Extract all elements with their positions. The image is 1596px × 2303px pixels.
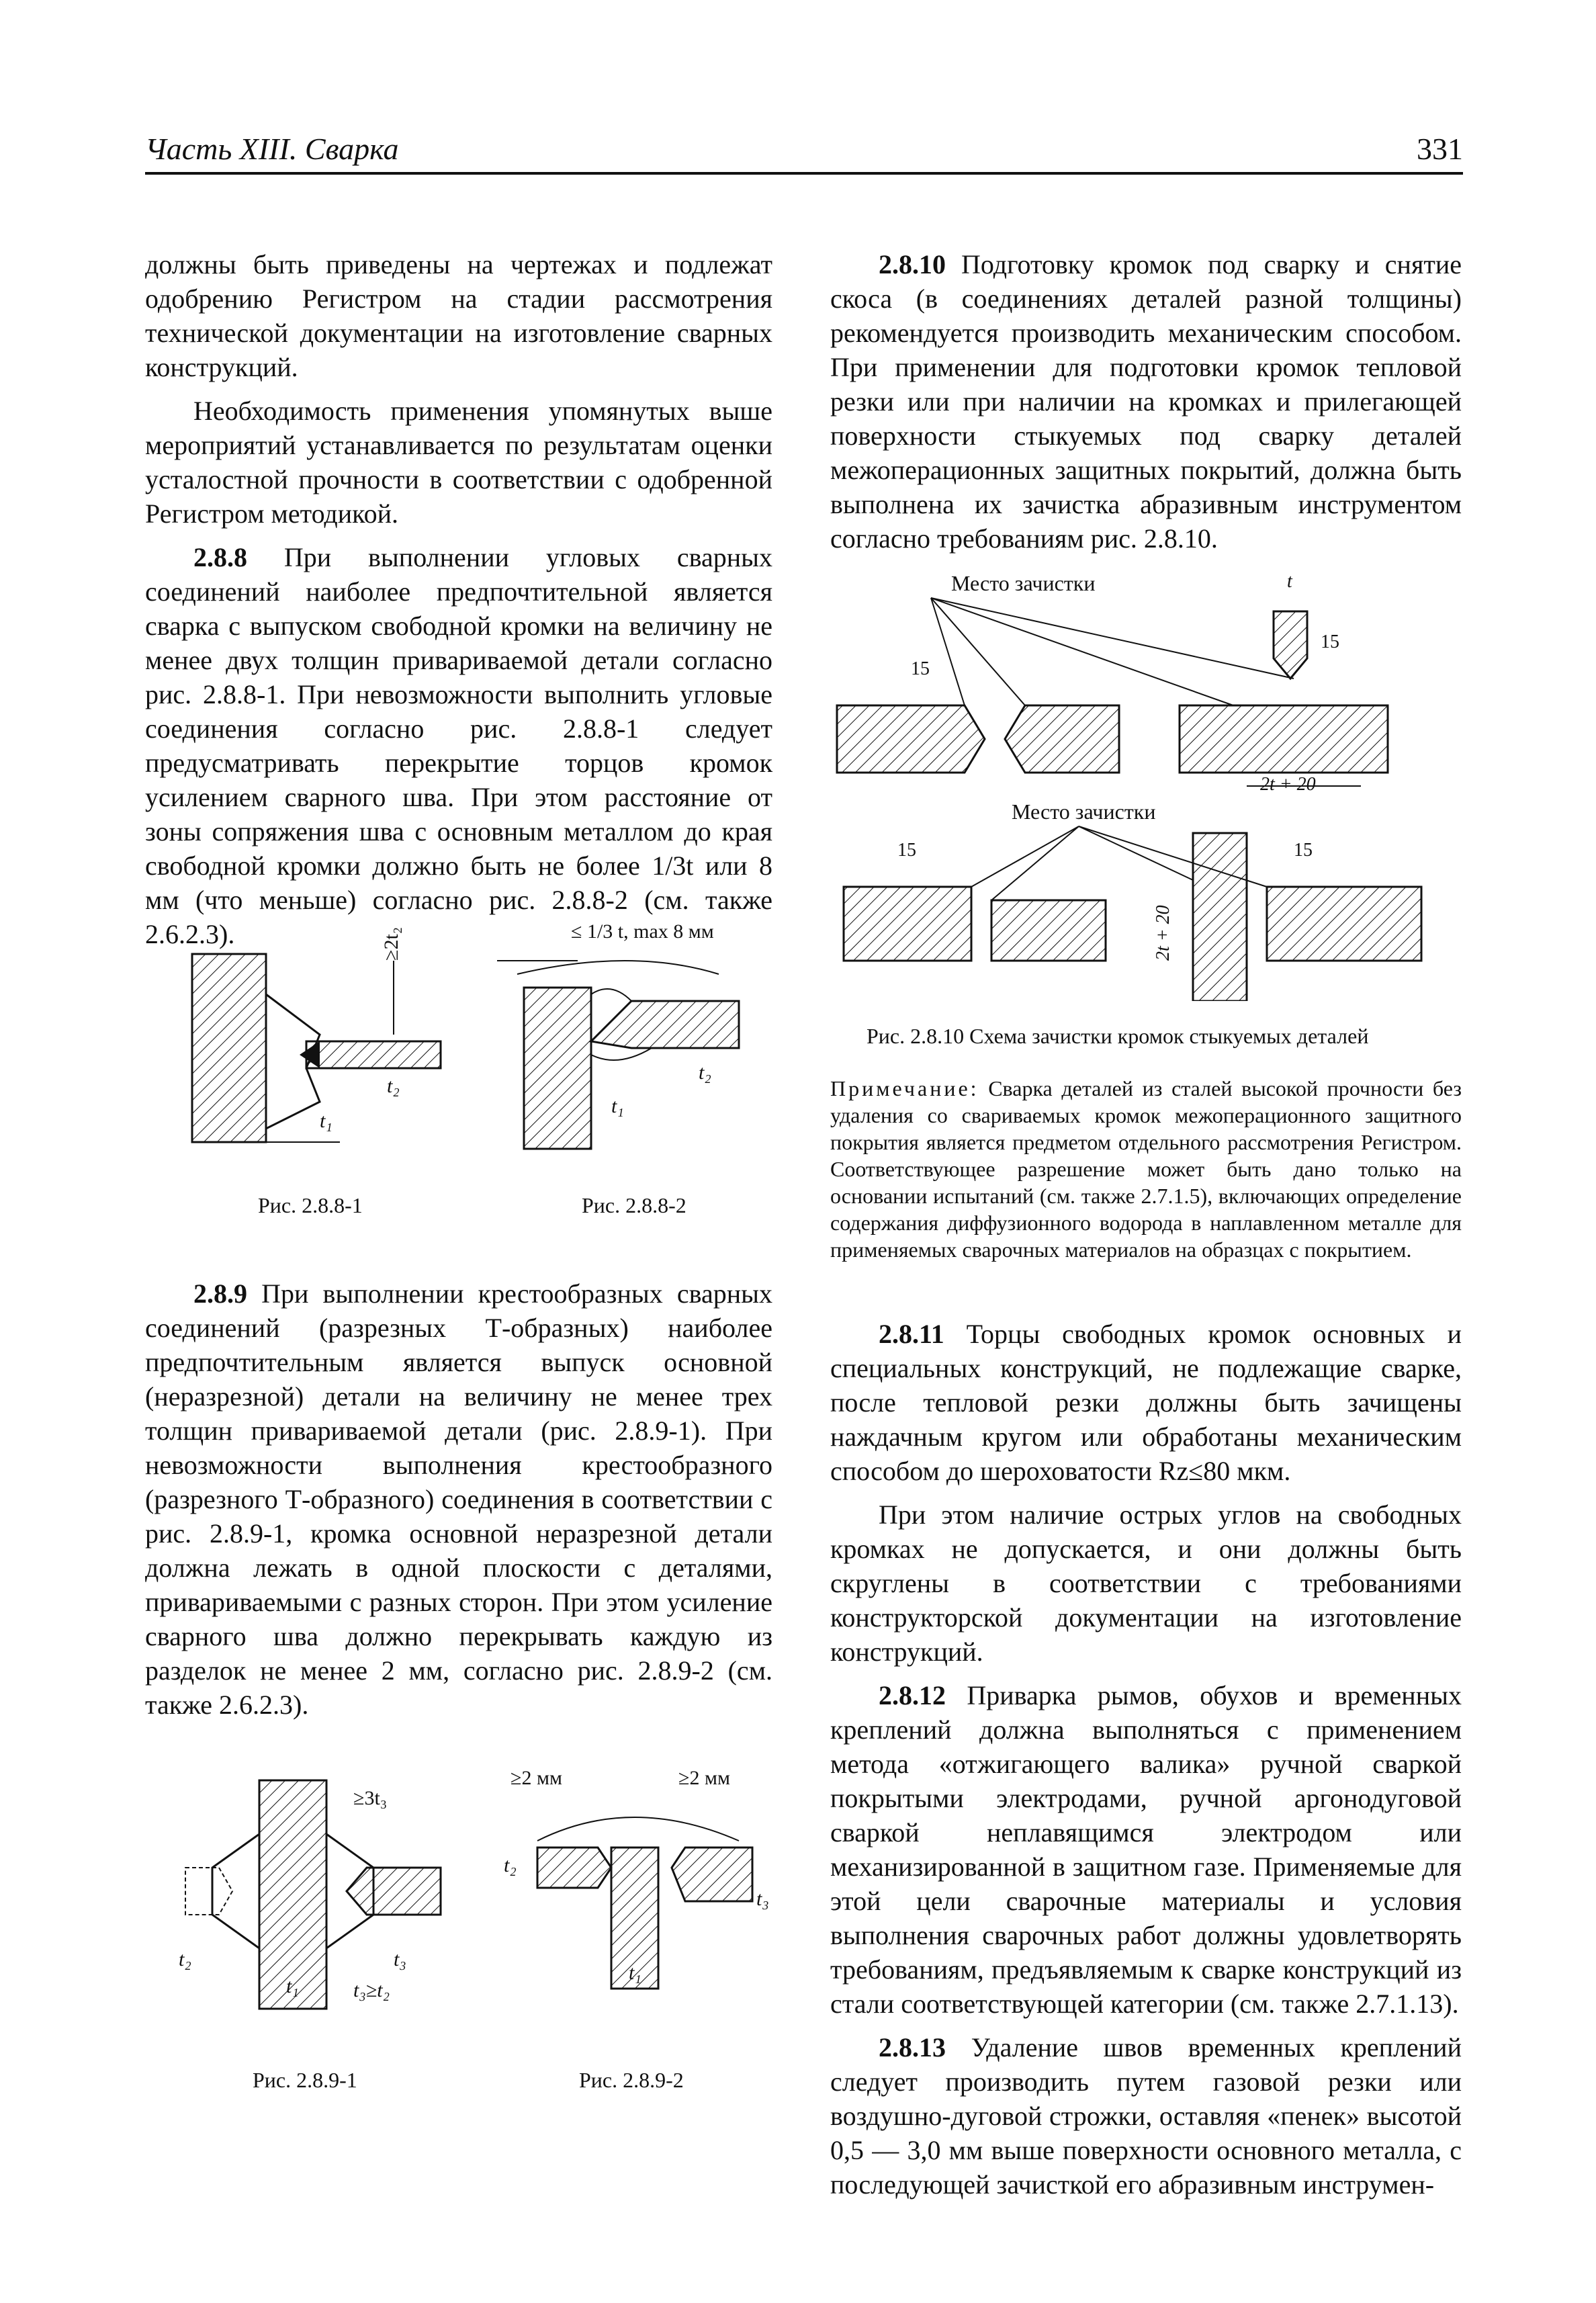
- dim-label: ≥2t₂: [380, 926, 402, 961]
- dim-label: t₃: [394, 1948, 406, 1970]
- paragraph-2-8-12: [830, 1678, 1462, 2021]
- figure-caption: Рис. 2.8.8-2: [582, 1193, 686, 1217]
- note-text: Сварка деталей из сталей высокой прочности без удаления со свариваемых кромок межоперационного защитного покрытия является предметом отдельного рассмотрения Регистром. Соответствующее разрешение может быть дано только на основании испытаний (см. также 2.7.1.5), включающих определение содержания диффузионного водорода в наплавленном металле для применяемых сварочных материалов на образцах с покрытием.: [830, 1076, 1462, 1262]
- dim-label: 15: [1294, 840, 1313, 861]
- section-title: Часть XIII. Сварка: [145, 132, 399, 166]
- left-column-lower: [145, 1276, 772, 1722]
- dim-label: ≥3t₃: [353, 1787, 388, 1809]
- dim-label: 15: [1321, 632, 1339, 652]
- clause-text: Торцы свободных кромок основных и специальных конструкций, не подлежащие сварке, после тепловой резки должны быть зачищены наждачным кругом или обработаны механическим способом до шероховатости Rz≤80 мкм.: [830, 1319, 1462, 1486]
- clause-text: При выполнении крестообразных сварных соединений (разрезных Т-образных) наиболее предпочтительным является выпуск основной (неразрезной) детали на величину не менее трех толщин привариваемой детали (рис. 2.8.9-1). При невозможности выполнения крестообразного (разрезного Т-образного) соединения в соответствии с рис. 2.8.9-1, кромка основной неразрезной детали должна лежать в одной плоскости с деталями, привариваемыми с разных сторон. При этом усиление сварного шва должно перекрывать каждую из разделок не менее 2 мм, согласно рис. 2.8.9-2 (см. также 2.6.2.3).: [145, 1278, 772, 1720]
- right-column-lower: [830, 1317, 1462, 2202]
- dim-label: 2t + 20: [1260, 774, 1316, 795]
- clause-number: 2.8.13: [879, 2032, 946, 2062]
- figure-2-8-8-2: [497, 920, 759, 1156]
- clause-number: 2.8.11: [879, 1319, 944, 1349]
- dim-label: t₁: [286, 1975, 299, 1997]
- dim-label: t₂: [179, 1948, 191, 1970]
- paragraph: Необходимость применения упомянутых выше мероприятий устанавливается по результатам оценки усталостной прочности в соответствии с одобренной Регистром методикой.: [145, 396, 772, 529]
- paragraph-2-8-11: [830, 1317, 1462, 1488]
- dim-label: t₂: [504, 1854, 517, 1876]
- callout-label: Место зачистки: [951, 571, 1096, 595]
- dim-label: 2t + 20: [1153, 905, 1173, 961]
- page-number: 331: [1417, 132, 1463, 166]
- right-column: [830, 247, 1462, 556]
- dim-label: t₁: [320, 1110, 332, 1132]
- dim-label: t₁: [611, 1095, 624, 1117]
- dim-label: 15: [897, 840, 916, 861]
- paragraph-2-8-10: [830, 247, 1462, 556]
- running-header: [145, 125, 1463, 175]
- figure-2-8-10: [830, 571, 1462, 1001]
- left-column: [145, 247, 772, 951]
- note: [830, 1075, 1462, 1263]
- clause-number: 2.8.12: [879, 1680, 946, 1710]
- note-label: Примечание:: [830, 1076, 979, 1100]
- figure-2-8-9-1: [172, 1774, 454, 2015]
- paragraph: должны быть приведены на чертежах и подлежат одобрению Регистром на стадии рассмотрения технической документации на изготовление сварных конструкций.: [145, 249, 772, 382]
- figure-caption: Рис. 2.8.9-2: [579, 2068, 684, 2092]
- clause-number: 2.8.9: [193, 1278, 247, 1309]
- dim-label: 15: [911, 658, 930, 679]
- dim-label: t: [1287, 571, 1292, 592]
- callout-label: Место зачистки: [1012, 799, 1156, 824]
- dim-label: t₂: [699, 1061, 711, 1084]
- dim-label: t₃≥t₂: [353, 1979, 390, 2001]
- figure-2-8-9-2: [497, 1767, 769, 1995]
- dim-label: t₃: [756, 1888, 769, 1910]
- clause-text: Подготовку кромок под сварку и снятие скоса (в соединениях деталей разной толщины) рекомендуется производить механическим способом. При применении для подготовки кромок тепловой резки или при наличии на кромках и прилегающей поверхности стыкуемых под сварку деталей межоперационных защитных покрытий, должна быть выполнена их зачистка абразивным инструментом согласно требованиям рис. 2.8.10.: [830, 249, 1462, 554]
- clause-text: При выполнении угловых сварных соединений наиболее предпочтительной является сварка с выпуском свободной кромки на величину не менее двух толщин привариваемой детали согласно рис. 2.8.8-1. При невозможности выполнить угловые соединения согласно рис. 2.8.8-1 следует предусматривать перекрытие торцов кромок усилением сварного шва. При этом расстояние от зоны сопряжения шва с основным металлом до края свободной кромки должно быть не более 1/3t или 8 мм (что меньше) согласно рис. 2.8.8-2 (см. также 2.6.2.3).: [145, 542, 772, 949]
- dim-label: ≥2 мм: [511, 1767, 562, 1789]
- paragraph-2-8-8: [145, 540, 772, 951]
- dim-label: t₂: [387, 1075, 400, 1097]
- figure-caption: Рис. 2.8.9-1: [253, 2068, 357, 2092]
- dim-label: ≥2 мм: [678, 1767, 730, 1789]
- paragraph-2-8-9: [145, 1276, 772, 1722]
- dim-label: ≤ 1/3 t, max 8 мм: [571, 920, 714, 943]
- dim-label: t₁: [629, 1962, 641, 1984]
- figure-2-8-8-1: [185, 926, 468, 1156]
- figure-caption: Рис. 2.8.8-1: [258, 1193, 363, 1217]
- clause-text: Удаление швов временных креплений следует производить путем газовой резки или воздушно-дуговой строжки, оставляя «пенек» высотой 0,5 — 3,0 мм выше поверхности основного металла, с последующей зачисткой его абразивным инструмен-: [830, 2032, 1462, 2200]
- clause-number: 2.8.10: [879, 249, 946, 279]
- clause-text: Приварка рымов, обухов и временных креплений должна выполняться с применением метода «отжигающего валика» ручной сваркой покрытыми электродами, ручной аргонодуговой сваркой неплавящимся электродом или механизированной в защитном газе. Применяемые для этой цели сварочные материалы и условия выполнения сварочных работ должны удовлетворять требованиям, предъявляемым к сварке конструкций из стали соответствующей категории (см. также 2.7.1.13).: [830, 1680, 1462, 2019]
- paragraph-2-8-13: [830, 2030, 1462, 2202]
- figure-caption: Рис. 2.8.10 Схема зачистки кромок стыкуемых деталей: [867, 1024, 1369, 1048]
- paragraph: При этом наличие острых углов на свободных кромках не допускается, и они должны быть скруглены в соответствии с требованиями конструкторской документации на изготовление конструкций.: [830, 1500, 1462, 1667]
- clause-number: 2.8.8: [193, 542, 247, 572]
